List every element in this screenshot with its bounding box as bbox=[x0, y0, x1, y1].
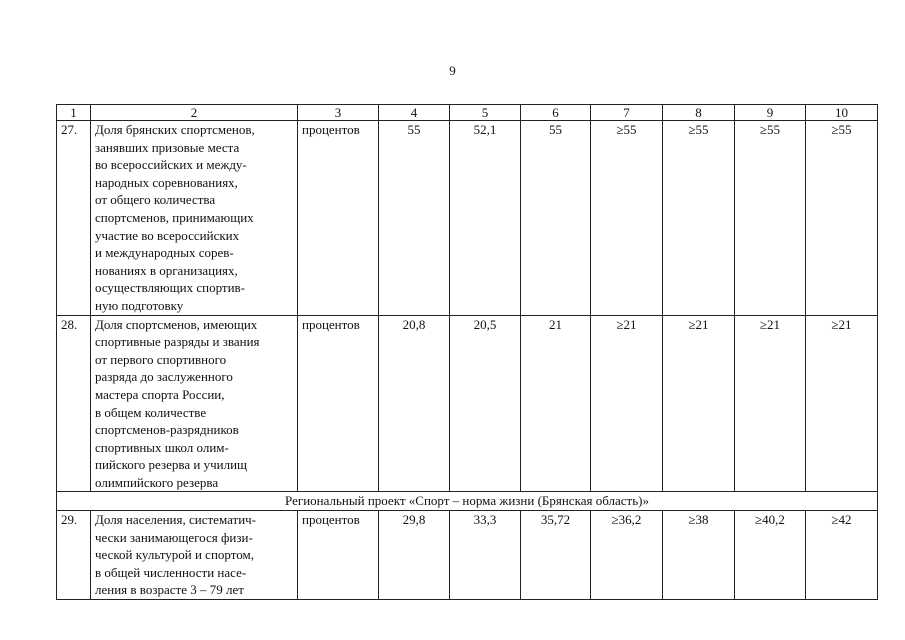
indicator-name-line: в общем количестве bbox=[95, 404, 207, 420]
value-cell: 35,72 bbox=[521, 511, 591, 600]
indicator-name-line: мастера спорта России, bbox=[95, 386, 225, 402]
value-cell: 21 bbox=[521, 315, 591, 492]
row-number: 28. bbox=[57, 315, 91, 492]
value-cell: 29,8 bbox=[379, 511, 450, 600]
indicator-name bbox=[91, 315, 298, 492]
indicators-table bbox=[56, 104, 878, 600]
indicator-name-line: ную подготовку bbox=[95, 297, 184, 313]
column-number: 2 bbox=[91, 105, 298, 121]
row-number: 29. bbox=[57, 511, 91, 600]
section-row bbox=[57, 492, 878, 511]
column-number: 8 bbox=[663, 105, 735, 121]
table-row bbox=[57, 511, 878, 600]
indicator-name-line: осуществляющих спортив- bbox=[95, 280, 246, 296]
indicator-name-line: пийского резерва и училищ bbox=[95, 457, 248, 473]
column-number: 7 bbox=[591, 105, 663, 121]
indicator-name-line: народных соревнованиях, bbox=[95, 174, 238, 190]
section-title: Региональный проект «Спорт – норма жизни (Брянская область)» bbox=[57, 492, 878, 511]
value-cell: ≥55 bbox=[735, 121, 806, 316]
column-number: 1 bbox=[57, 105, 91, 121]
column-number: 10 bbox=[806, 105, 878, 121]
indicator-name-line: олимпийского резерва bbox=[95, 474, 219, 490]
indicator-name-line: разряда до заслуженного bbox=[95, 369, 233, 385]
page-number: 9 bbox=[449, 63, 456, 78]
indicator-name-line: ческой культурой и спортом, bbox=[95, 547, 254, 563]
value-cell: ≥40,2 bbox=[735, 511, 806, 600]
value-cell: 52,1 bbox=[450, 121, 521, 316]
value-cell: ≥42 bbox=[806, 511, 878, 600]
value-cell: 20,5 bbox=[450, 315, 521, 492]
indicator-name-line: занявших призовые места bbox=[95, 139, 240, 155]
value-cell: 20,8 bbox=[379, 315, 450, 492]
column-number: 4 bbox=[379, 105, 450, 121]
indicator-name-line: нованиях в организациях, bbox=[95, 262, 238, 278]
value-cell: ≥55 bbox=[663, 121, 735, 316]
value-cell: ≥21 bbox=[735, 315, 806, 492]
column-number: 5 bbox=[450, 105, 521, 121]
indicator-name-line: спортсменов, принимающих bbox=[95, 209, 254, 225]
row-number: 27. bbox=[57, 121, 91, 316]
value-cell: 55 bbox=[379, 121, 450, 316]
value-cell: ≥21 bbox=[591, 315, 663, 492]
indicator-name bbox=[91, 511, 298, 600]
indicator-name-line: чески занимающегося физи- bbox=[95, 529, 253, 545]
indicator-name-line: спортивных школ олим- bbox=[95, 439, 229, 455]
indicator-name-line: во всероссийских и между- bbox=[95, 157, 247, 173]
indicator-name-line: от первого спортивного bbox=[95, 351, 227, 367]
value-cell: ≥36,2 bbox=[591, 511, 663, 600]
indicator-name-line: участие во всероссийских bbox=[95, 227, 240, 243]
value-cell: ≥38 bbox=[663, 511, 735, 600]
indicator-name-line: и международных сорев- bbox=[95, 245, 234, 261]
unit-cell: процентов bbox=[298, 511, 379, 600]
indicator-name-line: в общей численности насе- bbox=[95, 564, 247, 580]
value-cell: 33,3 bbox=[450, 511, 521, 600]
value-cell: ≥55 bbox=[806, 121, 878, 316]
column-number: 3 bbox=[298, 105, 379, 121]
value-cell: ≥55 bbox=[591, 121, 663, 316]
column-number-row bbox=[57, 105, 878, 121]
indicator-name-line: Доля брянских спортсменов, bbox=[95, 122, 255, 137]
table-row bbox=[57, 315, 878, 492]
value-cell: ≥21 bbox=[663, 315, 735, 492]
indicator-name-line: ления в возрасте 3 – 79 лет bbox=[95, 582, 244, 598]
column-number: 6 bbox=[521, 105, 591, 121]
indicator-name-line: спортивные разряды и звания bbox=[95, 334, 260, 350]
indicator-name-line: спортсменов-разрядников bbox=[95, 422, 239, 438]
indicator-name-line: от общего количества bbox=[95, 192, 216, 208]
value-cell: ≥21 bbox=[806, 315, 878, 492]
indicator-name-line: Доля населения, систематич- bbox=[95, 512, 257, 528]
unit-cell: процентов bbox=[298, 315, 379, 492]
indicator-name bbox=[91, 121, 298, 316]
column-number: 9 bbox=[735, 105, 806, 121]
indicator-name-line: Доля спортсменов, имеющих bbox=[95, 316, 258, 332]
value-cell: 55 bbox=[521, 121, 591, 316]
table-row bbox=[57, 121, 878, 316]
unit-cell: процентов bbox=[298, 121, 379, 316]
